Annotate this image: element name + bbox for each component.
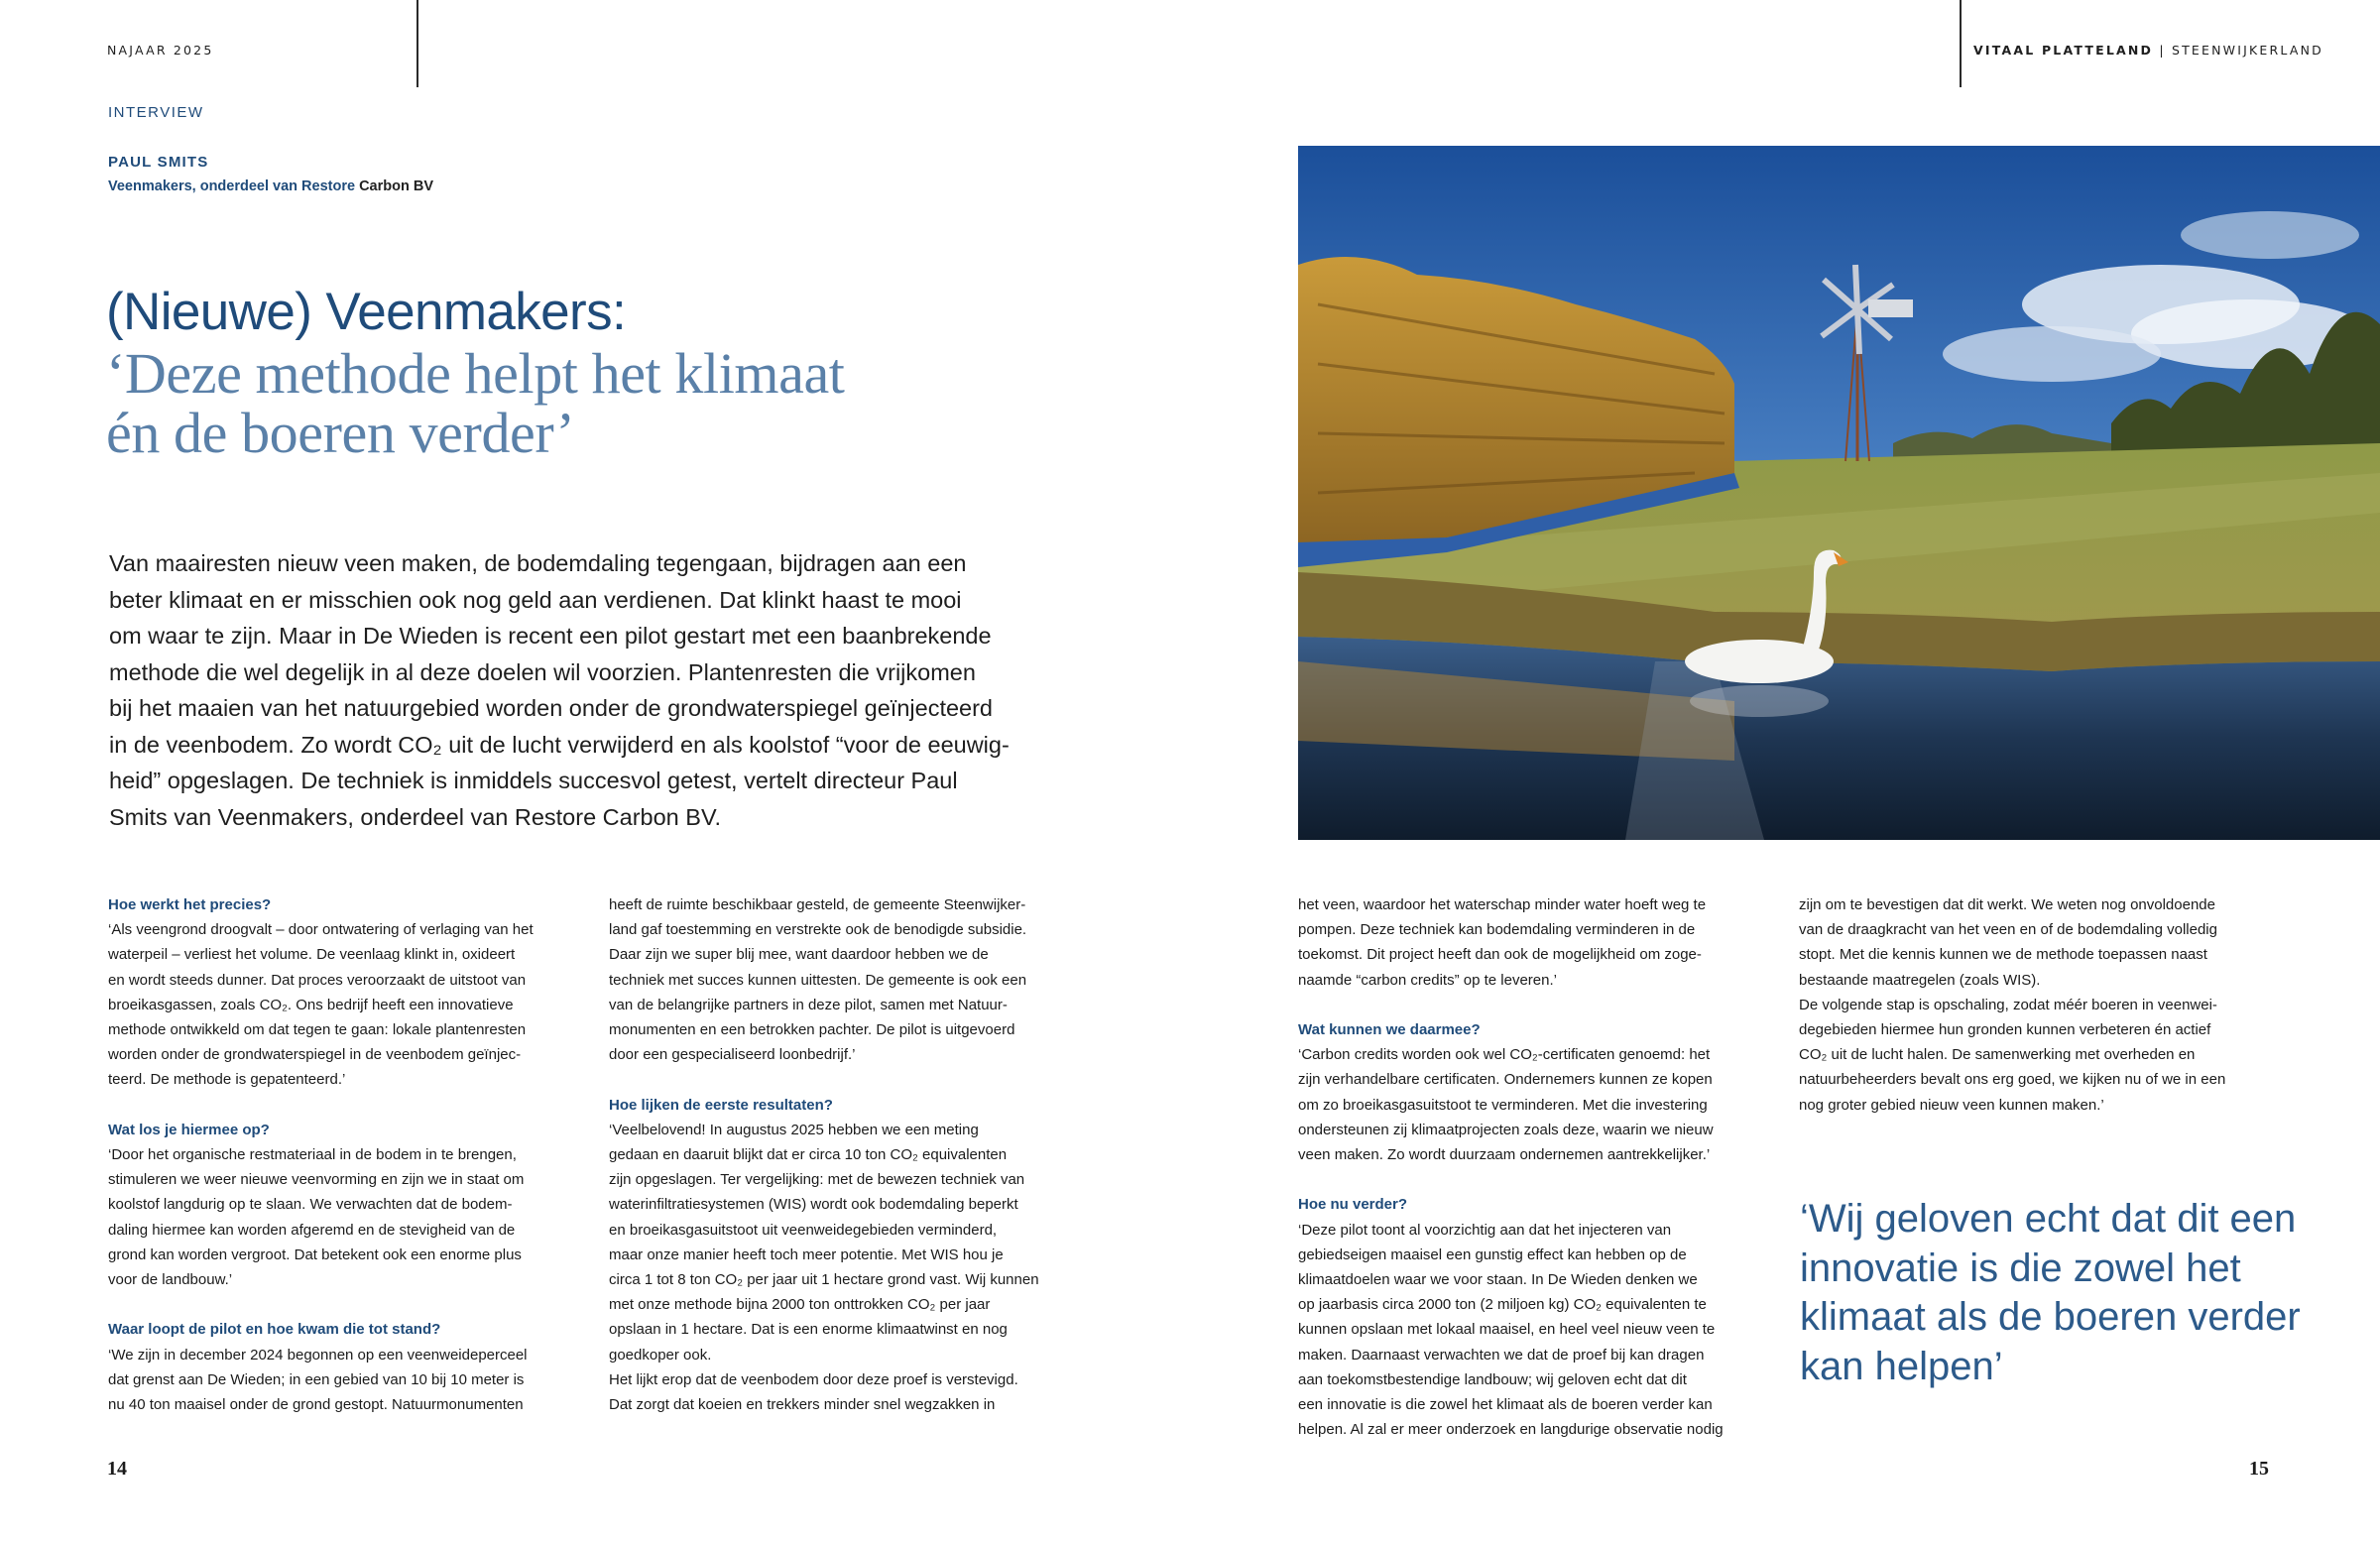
- lead-line: Smits van Veenmakers, onderdeel van Restore Carbon BV.: [109, 803, 722, 830]
- body-line: teerd. De methode is gepatenteerd.’: [108, 1071, 346, 1089]
- body-line: grond kan worden vergroot. Dat betekent ook een enorme plus: [108, 1245, 522, 1263]
- magazine-name: VITAAL PLATTELAND: [1973, 43, 2154, 58]
- body-line: aan toekomstbestendige landbouw; wij geloven echt dat dit: [1298, 1370, 1687, 1388]
- body-line: CO₂ uit de lucht halen. De samenwerking met overheden en: [1799, 1046, 2196, 1064]
- body-line: Dat zorgt dat koeien en trekkers minder snel wegzakken in: [609, 1396, 996, 1414]
- region-name: STEENWIJKERLAND: [2171, 43, 2323, 58]
- text-column-3: [1298, 892, 1724, 1442]
- lead-line: Van maairesten nieuw veen maken, de bodemdaling tegengaan, bijdragen aan een: [109, 550, 967, 576]
- body-line: ‘Door het organische restmateriaal in de bodem in te brengen,: [108, 1146, 517, 1164]
- body-line: helpen. Al zal er meer onderzoek en langdurige observatie nodig: [1298, 1421, 1724, 1439]
- lead-line: in de veenbodem. Zo wordt CO₂ uit de lucht verwijderd en als koolstof “voor de eeuwig-: [109, 731, 1010, 758]
- issue-label: NAJAAR 2025: [107, 43, 214, 58]
- body-line: naamde “carbon credits” op te leveren.’: [1298, 971, 1557, 989]
- header-separator: |: [2159, 43, 2166, 58]
- body-line: stimuleren we weer nieuwe veenvorming en zijn we in staat om: [108, 1171, 525, 1189]
- pull-quote: [1800, 1195, 2301, 1391]
- body-line: zijn verhandelbare certificaten. Ondernemers kunnen ze kopen: [1298, 1071, 1713, 1089]
- body-line: nu 40 ton maaisel onder de grond gestopt. Natuurmonumenten: [108, 1396, 524, 1414]
- body-line: ‘Als veengrond droogvalt – door ontwatering of verlaging van het: [108, 921, 534, 939]
- body-line: en broeikasgasuitstoot uit veenweidegebieden verminderd,: [609, 1221, 998, 1239]
- question-heading: Wat los je hiermee op?: [108, 1121, 270, 1138]
- question-heading: Hoe nu verder?: [1298, 1196, 1408, 1214]
- author-name: PAUL SMITS: [108, 154, 209, 171]
- body-line: het veen, waardoor het waterschap minder water hoeft weg te: [1298, 896, 1707, 913]
- lead-line: heid” opgeslagen. De techniek is inmiddels succesvol getest, vertelt directeur Paul: [109, 768, 958, 793]
- body-line: circa 1 tot 8 ton CO₂ per jaar uit 1 hectare grond vast. Wij kunnen: [609, 1271, 1039, 1289]
- body-line: een innovatie is die zowel het klimaat als de boeren verder kan: [1298, 1396, 1713, 1414]
- body-line: Het lijkt erop dat de veenbodem door deze proef is verstevigd.: [609, 1370, 1018, 1388]
- lead-line: om waar te zijn. Maar in De Wieden is recent een pilot gestart met een baanbrekende: [109, 623, 992, 649]
- pull-quote-line: klimaat als de boeren verder: [1800, 1295, 2301, 1339]
- body-line: pompen. Deze techniek kan bodemdaling verminderen in de: [1298, 921, 1696, 939]
- lead-line: beter klimaat en er misschien ook nog geld aan verdienen. Dat klinkt haast te mooi: [109, 586, 962, 613]
- body-line: ‘Veelbelovend! In augustus 2025 hebben we een meting: [609, 1121, 979, 1138]
- question-heading: Hoe lijken de eerste resultaten?: [609, 1096, 833, 1114]
- body-line: bestaande maatregelen (zoals WIS).: [1799, 971, 2041, 989]
- body-line: nog groter gebied nieuw veen kunnen maken.’: [1799, 1096, 2104, 1114]
- text-column-1: [108, 892, 534, 1417]
- body-line: heeft de ruimte beschikbaar gesteld, de gemeente Steenwijker-: [609, 896, 1026, 913]
- body-line: op jaarbasis circa 2000 ton (2 miljoen kg) CO₂ equivalenten te: [1298, 1296, 1707, 1314]
- body-line: zijn om te bevestigen dat dit werkt. We weten nog onvoldoende: [1799, 896, 2215, 913]
- body-line: koolstof langdurig op te slaan. We verwachten dat de bodem-: [108, 1196, 513, 1214]
- author-role-text: Veenmakers, onderdeel van Restore: [108, 178, 360, 194]
- body-line: daling hiermee kan worden afgeremd en de stevigheid van de: [108, 1221, 516, 1239]
- magazine-header: [1973, 43, 2323, 58]
- body-line: ondersteunen zij klimaatprojecten zoals deze, waarin we nieuw: [1298, 1121, 1714, 1138]
- body-line: om zo broeikasgasuitstoot te verminderen. Met die investering: [1298, 1096, 1708, 1114]
- article-title: [106, 283, 845, 463]
- body-line: techniek met succes kunnen uittesten. De gemeente is ook een: [609, 971, 1027, 989]
- body-line: en wordt steeds dunner. Dat proces veroorzaakt de uitstoot van: [108, 971, 527, 989]
- body-line: goedkoper ook.: [609, 1346, 712, 1364]
- title-line-3: én de boeren verder’: [106, 401, 575, 465]
- body-line: van de belangrijke partners in deze pilot, samen met Natuur-: [609, 996, 1008, 1013]
- body-line: door een gespecialiseerd loonbedrijf.’: [609, 1046, 856, 1064]
- body-line: monumenten en een betrokken pachter. De pilot is uitgevoerd: [609, 1021, 1015, 1039]
- page-number-left: 14: [107, 1458, 127, 1480]
- body-line: broeikasgassen, zoals CO₂. Ons bedrijf heeft een innovatieve: [108, 996, 514, 1013]
- article-photo: [1298, 146, 2380, 840]
- title-line-2: ‘Deze methode helpt het klimaat: [106, 341, 845, 406]
- lead-paragraph: [109, 545, 1010, 835]
- body-line: met onze methode bijna 2000 ton onttrokken CO₂ per jaar: [609, 1296, 991, 1314]
- lead-line: methode die wel degelijk in al deze doelen wil voorzien. Plantenresten die vrijkomen: [109, 658, 976, 685]
- header-divider-left: [416, 0, 418, 87]
- body-line: maar onze manier heeft toch meer potentie. Met WIS hou je: [609, 1245, 1004, 1263]
- body-line: De volgende stap is opschaling, zodat méér boeren in veenwei-: [1799, 996, 2217, 1013]
- question-heading: Hoe werkt het precies?: [108, 896, 272, 913]
- header-divider-right: [1960, 0, 1962, 87]
- author-role-company: Carbon BV: [359, 178, 433, 194]
- body-line: klimaatdoelen waar we voor staan. In De Wieden denken we: [1298, 1271, 1698, 1289]
- body-line: gebiedseigen maaisel een gunstig effect kan hebben op de: [1298, 1245, 1687, 1263]
- body-line: methode ontwikkeld om dat tegen te gaan: lokale plantenresten: [108, 1021, 527, 1039]
- body-line: voor de landbouw.’: [108, 1271, 233, 1289]
- body-line: stopt. Met die kennis kunnen we de methode toepassen naast: [1799, 946, 2207, 964]
- body-line: worden onder de grondwaterspiegel in de veenbodem geïnjec-: [108, 1046, 522, 1064]
- body-line: waterinfiltratiesystemen (WIS) wordt ook bodemdaling beperkt: [609, 1196, 1018, 1214]
- body-line: ‘Carbon credits worden ook wel CO₂-certificaten genoemd: het: [1298, 1046, 1711, 1064]
- pull-quote-line: ‘Wij geloven echt dat dit een: [1800, 1197, 2297, 1241]
- lead-line: bij het maaien van het natuurgebied worden onder de grondwaterspiegel geïnjecteerd: [109, 695, 994, 721]
- body-line: toekomst. Dit project heeft dan ook de mogelijkheid om zoge-: [1298, 946, 1702, 964]
- question-heading: Wat kunnen we daarmee?: [1298, 1021, 1481, 1038]
- body-line: zijn opgeslagen. Ter vergelijking: met de bewezen techniek van: [609, 1171, 1025, 1189]
- body-line: gedaan en daaruit blijkt dat er circa 10 ton CO₂ equivalenten: [609, 1146, 1008, 1164]
- body-line: opslaan in 1 hectare. Dat is een enorme klimaatwinst en nog: [609, 1321, 1008, 1339]
- body-line: maken. Daarnaast verwachten we dat de proef bij kan dragen: [1298, 1346, 1705, 1364]
- body-line: waterpeil – verliest het volume. De veenlaag klinkt in, oxideert: [108, 946, 516, 964]
- body-line: kunnen opslaan met lokaal maaisel, en heel veel nieuw veen te: [1298, 1321, 1716, 1339]
- pull-quote-line: innovatie is die zowel het: [1800, 1245, 2241, 1290]
- body-line: land gaf toestemming en verstrekte ook de benodigde subsidie.: [609, 921, 1027, 939]
- title-line-1: (Nieuwe) Veenmakers:: [106, 283, 627, 341]
- body-line: ‘Deze pilot toont al voorzichtig aan dat het injecteren van: [1298, 1221, 1672, 1239]
- body-line: natuurbeheerders bevalt ons erg goed, we kijken nu of we in een: [1799, 1071, 2226, 1089]
- author-role: [108, 178, 433, 194]
- body-line: veen maken. Zo wordt duurzaam ondernemen aantrekkelijker.’: [1298, 1146, 1711, 1164]
- text-column-4: [1799, 892, 2225, 1118]
- pull-quote-line: kan helpen’: [1800, 1344, 2003, 1388]
- body-line: dat grenst aan De Wieden; in een gebied van 10 bij 10 meter is: [108, 1370, 525, 1388]
- text-column-2: [609, 892, 1039, 1417]
- page-number-right: 15: [2249, 1458, 2269, 1480]
- body-line: Daar zijn we super blij mee, want daardoor hebben we de: [609, 946, 989, 964]
- body-line: degebieden hiermee hun gronden kunnen verbeteren én actief: [1799, 1021, 2211, 1039]
- body-line: van de draagkracht van het veen en of de bodemdaling volledig: [1799, 921, 2217, 939]
- question-heading: Waar loopt de pilot en hoe kwam die tot stand?: [108, 1321, 441, 1339]
- body-line: ‘We zijn in december 2024 begonnen op een veenweideperceel: [108, 1346, 528, 1364]
- section-label: INTERVIEW: [108, 104, 204, 121]
